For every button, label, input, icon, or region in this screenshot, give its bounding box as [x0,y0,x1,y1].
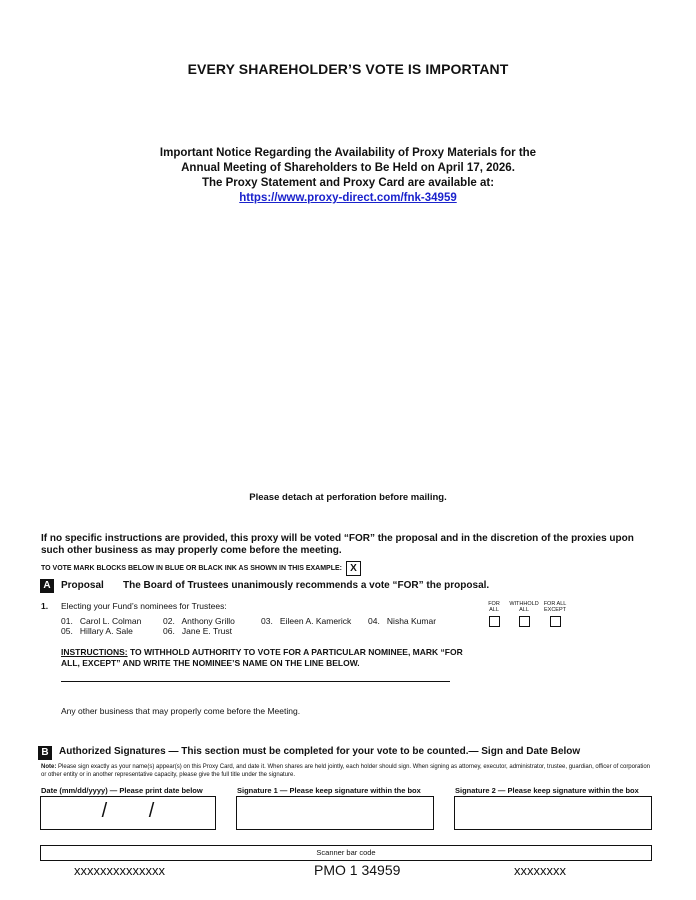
page-title: EVERY SHAREHOLDER’S VOTE IS IMPORTANT [187,61,509,77]
date-label: Date (mm/dd/yyyy) — Please print date below [41,786,203,795]
date-slash: / [148,800,155,822]
nominee-item [61,616,141,626]
board-recommendation: The Board of Trustees unanimously recommends a vote “FOR” the proposal. [123,580,490,591]
detach-notice: Please detach at perforation before mailing. [249,492,447,503]
section-b-badge: B [38,746,52,760]
withhold-instructions [61,647,471,669]
section-a-title: Proposal [61,580,104,591]
nominee-name: Hillary A. Sale [79,626,133,636]
section-b-title: Authorized Signatures — This section must be completed for your vote to be counted.— Sign and Date Below [59,746,581,757]
for-all-checkbox[interactable] [489,616,500,627]
nominee-item [163,626,232,636]
for-all-except-header: FOR ALL EXCEPT [543,601,567,613]
nominee-item [368,616,436,626]
instructions-label: INSTRUCTIONS: [61,647,128,657]
nominee-item [163,616,235,626]
nominee-number: 03. [261,616,273,626]
for-all-header: FOR ALL [488,601,500,613]
nominee-number: 04. [368,616,380,626]
signature-1-label: Signature 1 — Please keep signature within the box [237,786,421,795]
note-label: Note: [41,764,57,770]
default-vote-statement: If no specific instructions are provided, this proxy will be voted “FOR” the proposal and in the discretion of the proxies upon such other business as may properly come before the meeting. [41,533,634,556]
nominee-number: 02. [163,616,175,626]
signature-2-field[interactable] [454,796,652,830]
nominee-name: Carol L. Colman [79,616,142,626]
for-all-except-checkbox[interactable] [550,616,561,627]
note-text: Please sign exactly as your name(s) appear(s) on this Proxy Card, and date it. When shares are held jointly, each holder should sign. When signing as attorney, executor, administrator, trustee, guardian, officer of corporation or other entity or in another representative capacity, please give the full title under the signature. [41,764,650,778]
other-business-text: Any other business that may properly come before the Meeting. [61,706,301,716]
footer-left-code: xxxxxxxxxxxxxx [74,863,165,878]
nominee-name: Nisha Kumar [386,616,437,626]
withhold-all-checkbox[interactable] [519,616,530,627]
nominee-name: Anthony Grillo [181,616,235,626]
date-slash: / [101,800,108,822]
footer-right-code: xxxxxxxx [514,863,566,878]
nominee-number: 06. [163,626,175,636]
example-mark-box: X [346,561,361,576]
proposal-number: 1. [41,601,49,611]
proposal-text: Electing your Fund’s nominees for Trustees: [61,601,227,611]
date-separators [40,800,216,823]
signature-2-label: Signature 2 — Please keep signature within the box [455,786,639,795]
instructions-text: TO WITHHOLD AUTHORITY TO VOTE FOR A PARTICULAR NOMINEE, MARK “FOR ALL, EXCEPT” AND WRITE THE NOMINEE’S NAME ON THE LINE BELOW. [61,647,463,668]
nominee-write-in-line[interactable] [61,681,450,682]
proxy-materials-link[interactable]: https://www.proxy-direct.com/fnk-34959 [239,192,457,204]
notice-line-1: Important Notice Regarding the Availability of Proxy Materials for the [159,147,537,159]
nominee-number: 01. [61,616,73,626]
signing-note [41,764,656,779]
withhold-all-header: WITHHOLD ALL [509,601,539,613]
proxy-notice [100,146,596,206]
scanner-bar-code-box: Scanner bar code [40,845,652,861]
mark-instruction: TO VOTE MARK BLOCKS BELOW IN BLUE OR BLACK INK AS SHOWN IN THIS EXAMPLE: [41,565,342,572]
nominee-item [261,616,351,626]
nominee-name: Jane E. Trust [181,626,233,636]
section-a-badge: A [40,579,54,593]
nominee-number: 05. [61,626,73,636]
footer-center-code: PMO 1 34959 [314,862,401,878]
nominee-name: Eileen A. Kamerick [279,616,352,626]
notice-line-2: Annual Meeting of Shareholders to Be Held on April 17, 2026. [181,162,515,174]
mark-instruction-row [41,561,361,576]
notice-line-3: The Proxy Statement and Proxy Card are available at: [201,177,495,189]
signature-1-field[interactable] [236,796,434,830]
nominee-item [61,626,133,636]
